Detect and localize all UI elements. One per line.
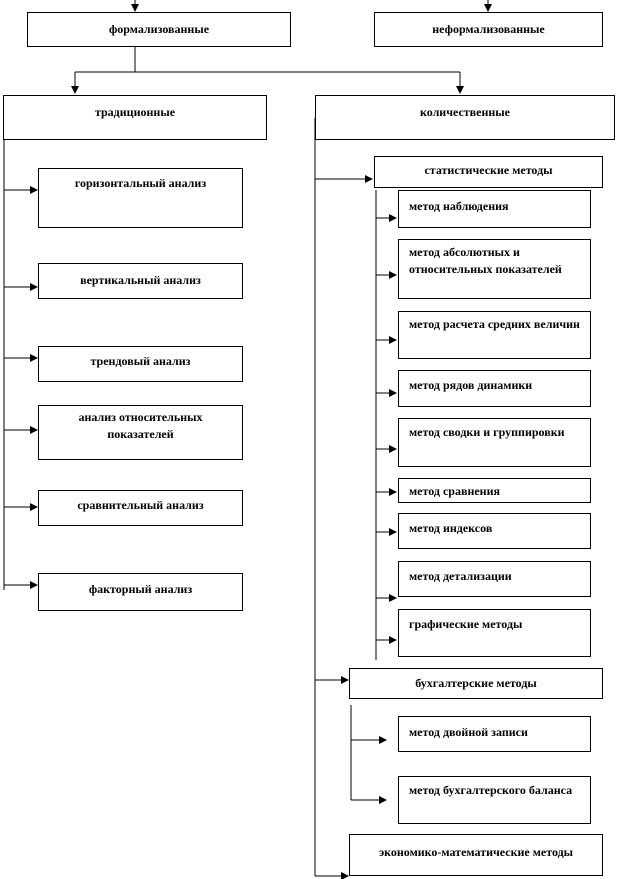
- traditional-item-comparative: сравнительный анализ: [38, 490, 243, 526]
- stat-item-detailing: метод детализации: [398, 561, 591, 597]
- econ-math-methods-box: экономико-математические методы: [349, 834, 603, 876]
- informal-box: неформализованные: [374, 12, 603, 47]
- stat-item-observation: метод наблюдения: [398, 190, 591, 228]
- stat-item-time-series: метод рядов динамики: [398, 370, 591, 407]
- stat-item-averages: метод расчета средних величин: [398, 311, 591, 359]
- formalized-box: формализованные: [27, 12, 291, 47]
- traditional-box: традиционные: [3, 95, 267, 140]
- stat-item-grouping: метод сводки и группировки: [398, 418, 591, 467]
- traditional-item-horizontal: горизонтальный анализ: [38, 168, 243, 228]
- accounting-methods-box: бухгалтерские методы: [349, 668, 603, 699]
- statistical-methods-box: статистические методы: [374, 156, 603, 188]
- stat-item-indices: метод индексов: [398, 513, 591, 549]
- stat-item-graphic: графические методы: [398, 609, 591, 657]
- stat-item-comparison: метод сравнения: [398, 478, 591, 503]
- quantitative-box: количественные: [315, 95, 615, 140]
- traditional-item-factor: факторный анализ: [38, 573, 243, 611]
- stat-item-absolute-relative: метод абсолютных и относительных показателей: [398, 239, 591, 299]
- acc-item-balance: метод бухгалтерского баланса: [398, 776, 591, 824]
- traditional-item-trend: трендовый анализ: [38, 346, 243, 382]
- acc-item-double-entry: метод двойной записи: [398, 716, 591, 752]
- traditional-item-vertical: вертикальный анализ: [38, 263, 243, 299]
- traditional-item-relative: анализ относительных показателей: [38, 405, 243, 460]
